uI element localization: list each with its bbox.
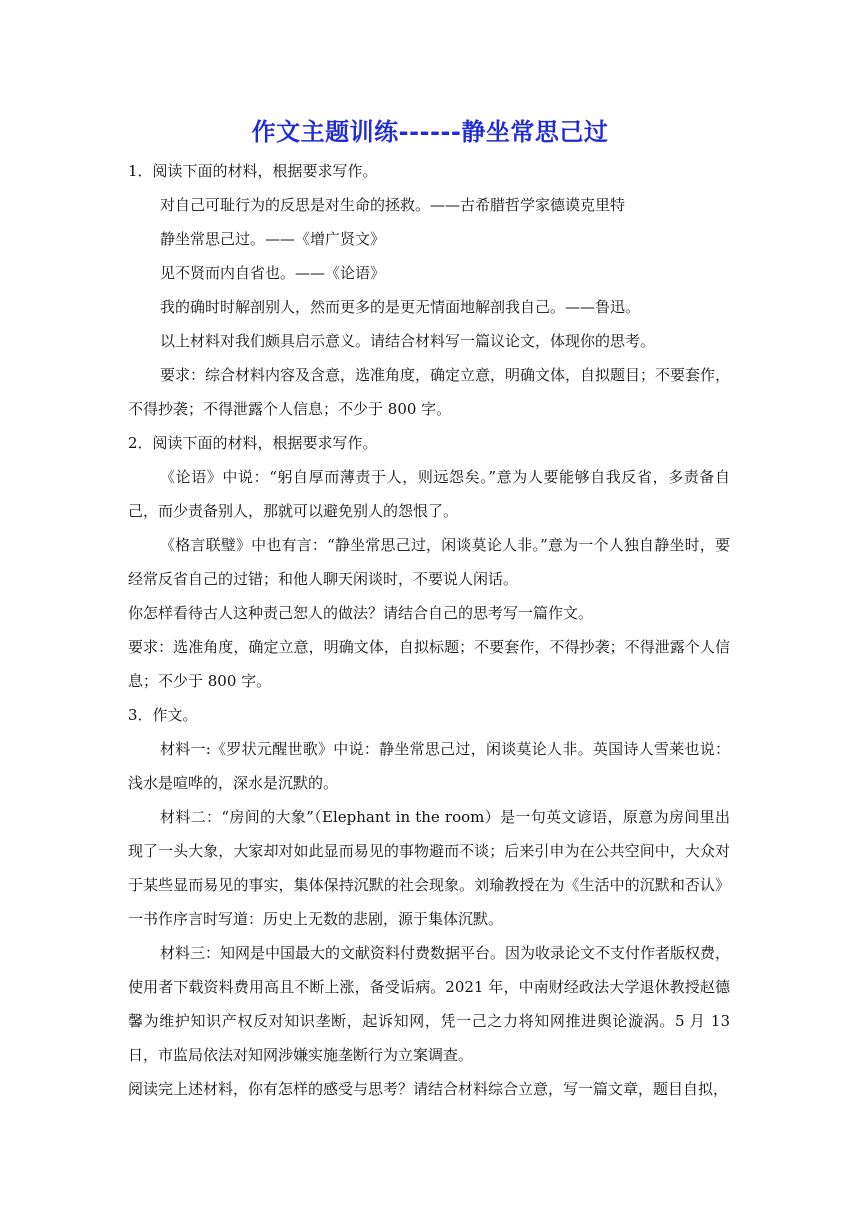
document-title: 作文主题训练------静坐常思己过 [251,118,609,146]
q3-material-3: 材料三：知网是中国最大的文献资料付费数据平台。因为收录论文不支付作者版权费，使用者下载资料费用高且不断上涨，备受诟病。2021 年，中南财经政法大学退休教授赵德馨为维护知识产权反对知识垄断，起诉知网，凭一己之力将知网推进舆论漩涡。5 月 13 日，市监局依法对知网涉嫌实施垄断行为立案调查。 [128,944,731,1064]
question-3-heading: 3．作文。 [128,706,198,724]
q2-prompt: 你怎样看待古人这种责己恕人的做法？请结合自己的思考写一篇作文。 [128,604,594,622]
document-body [128,154,730,1106]
q3-material-1: 材料一:《罗状元醒世歌》中说：静坐常思己过，闲谈莫论人非。英国诗人雪莱也说：浅水是喧哗的，深水是沉默的。 [128,740,730,792]
q1-requirements: 要求：综合材料内容及含意，选准角度，确定立意，明确文体，自拟题目；不要套作，不得抄袭；不得泄露个人信息；不少于 800 字。 [128,366,731,418]
q3-material-2: 材料二：“房间的大象”（Elephant in the room）是一句英文谚语，原意为房间里出现了一头大象，大家却对如此显而易见的事物避而不谈；后来引申为在公共空间中，大众对于某些显而易见的事实，集体保持沉默的社会现象。刘瑜教授在为《生活中的沉默和否认》一书作序言时写道：历史上无数的悲剧，源于集体沉默。 [128,808,730,928]
q2-material-1: 《论语》中说：“躬自厚而薄责于人，则远怨矣。”意为人要能够自我反省，多责备自己，而少责备别人，那就可以避免别人的怨恨了。 [128,468,730,520]
q1-instruction: 以上材料对我们颇具启示意义。请结合材料写一篇议论文，体现你的思考。 [160,332,656,350]
q1-quote-3: 见不贤而内自省也。——《论语》 [160,264,386,282]
q1-quote-4: 我的确时时解剖别人，然而更多的是更无情面地解剖我自己。——鲁迅。 [160,298,641,316]
q2-requirements: 要求：选准角度，确定立意，明确文体，自拟标题；不要套作，不得抄袭；不得泄露个人信息；不少于 800 字。 [128,638,730,690]
q2-material-2: 《格言联璧》中也有言：“静坐常思己过，闲谈莫论人非。”意为一个人独自静坐时，要经常反省自己的过错；和他人聊天闲谈时，不要说人闲话。 [128,536,730,588]
q1-quote-1: 对自己可耻行为的反思是对生命的拯救。——古希腊哲学家德谟克里特 [160,196,626,214]
q3-prompt: 阅读完上述材料，你有怎样的感受与思考？请结合材料综合立意，写一篇文章，题目自拟， [128,1080,729,1098]
question-2-heading: 2．阅读下面的材料，根据要求写作。 [128,434,378,452]
q1-quote-2: 静坐常思己过。——《增广贤文》 [160,230,386,248]
question-1-heading: 1．阅读下面的材料，根据要求写作。 [128,162,378,180]
